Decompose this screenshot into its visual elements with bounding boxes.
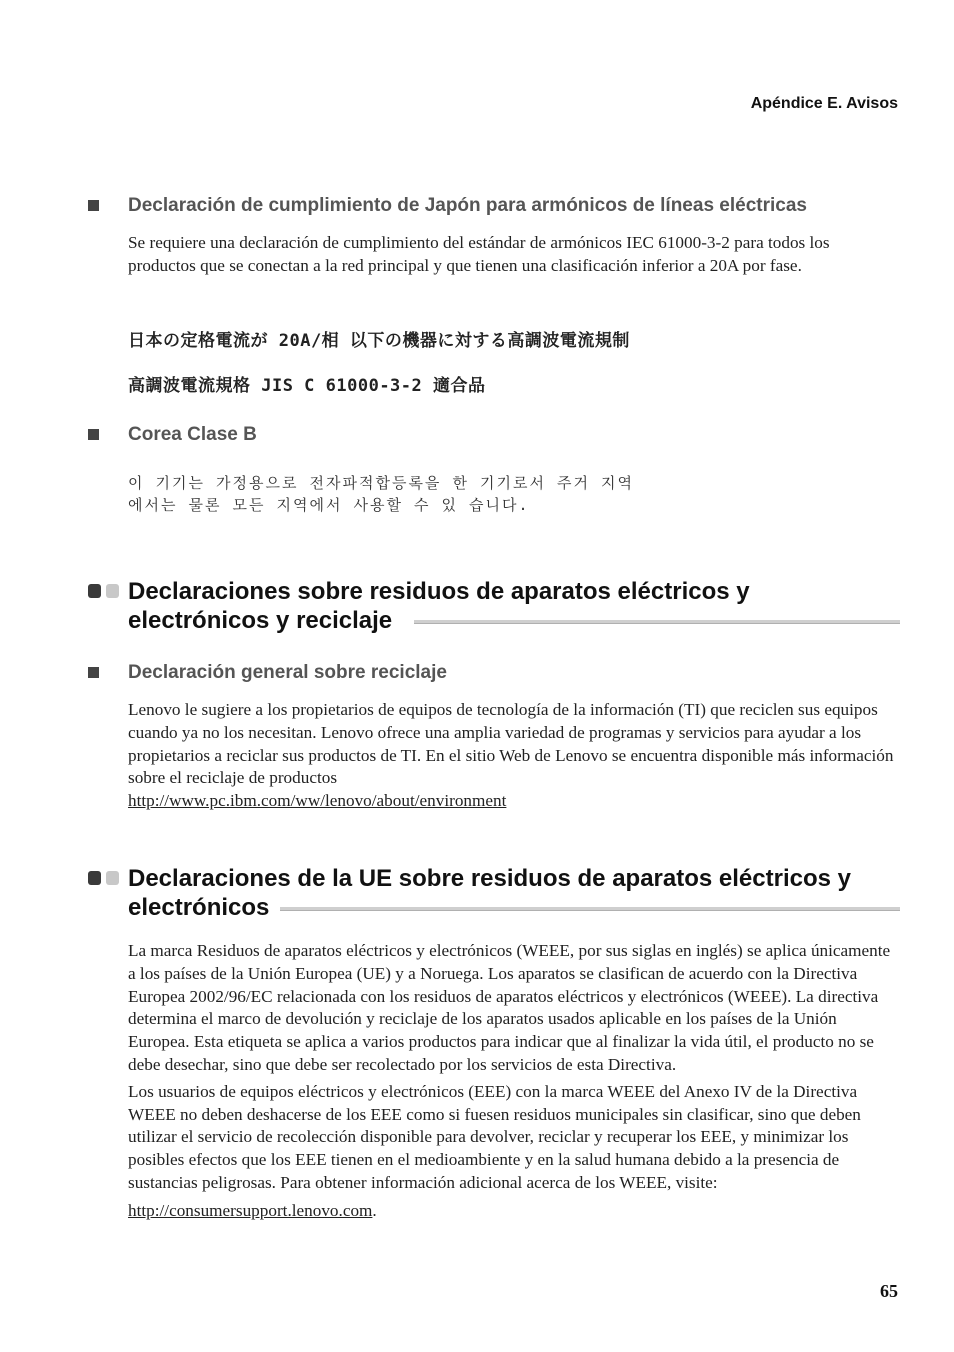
square-bullet-icon [88, 200, 99, 211]
japan-body [128, 232, 898, 278]
japan-statement-line-2: 高調波電流規格 JIS C 61000-3-2 適合品 [128, 376, 486, 396]
korea-statement-line-1: 이 기기는 가정용으로 전자파적합등록을 한 기기로서 주거 지역 [128, 474, 634, 492]
japan-statement-line-1: 日本の定格電流が 20A/相 以下の機器に対する高調波電流規制 [128, 331, 630, 351]
square-bullet-icon [88, 429, 99, 440]
eu-paragraph-1: La marca Residuos de aparatos eléctricos y electrónicos (WEEE, por sus siglas en inglés) se aplica únicamente a los países de la Unión Europea (UE) y a Noruega. Los aparatos se clasifican de acuerdo con la Directiva Europea 2002/96/EC relacionada con los residuos de aparatos eléctricos y electrónicos (WEEE). La directiva determina el marco de devolución y reciclaje de los aparatos usados aplicable en los países de la Unión Europea. Esta etiqueta se aplica a varios productos para indicar que al finalizar la vida útil, el producto no se debe desechar, sino que debe ser recolectado por los servicios de esta Directiva. [128, 941, 891, 1074]
square-bullet-icon [88, 667, 99, 678]
korea-heading-text: Corea Clase B [128, 424, 257, 445]
section-rule [280, 907, 900, 911]
page-number: 65 [880, 1281, 898, 1301]
eu-title-line-1: Declaraciones de la UE sobre residuos de aparatos eléctricos y [128, 865, 851, 892]
running-header: Apéndice E. Avisos [750, 95, 898, 112]
korea-statement-line-2: 에서는 물론 모든 지역에서 사용할 수 있 습니다. [128, 496, 530, 514]
japan-body-text: Se requiere una declaración de cumplimiento del estándar de armónicos IEC 61000-3-2 para todos los productos que se conectan a la red principal y que tienen una clasificación inferior a 20A por fase. [128, 233, 830, 275]
eu-paragraph-2: Los usuarios de equipos eléctricos y electrónicos (EEE) con la marca WEEE del Anexo IV de la Directiva WEEE no deben deshacerse de los EEE como si fuesen residuos municipales sin clasificar, sino que deben utilizar el servicio de recolección disponible para devolver, reciclar y recuperar los EEE, y minimizar los posibles efectos que los EEE tienen en el medioambiente y en la salud humana debido a la presencia de sustancias peligrosas. Para obtener información adicional acerca de los WEEE, visite: [128, 1081, 861, 1192]
consumer-support-link[interactable]: http://consumersupport.lenovo.com [128, 1200, 373, 1220]
recycling-title-line-1: Declaraciones sobre residuos de aparatos eléctricos y [128, 578, 750, 605]
japan-heading-text: Declaración de cumplimiento de Japón para armónicos de líneas eléctricas [128, 195, 807, 216]
eu-title-line-2: electrónicos [128, 894, 270, 921]
recycling-body-text: Lenovo le sugiere a los propietarios de equipos de tecnología de la información (TI) que reciclen sus equipos cuando ya no los necesitan. Lenovo ofrece una amplia variedad de programas y servicios para ayudar a los propietarios a reciclar sus productos de TI. En el sitio Web de Lenovo se encuentra disponible más información sobre el reciclaje de productos [128, 700, 894, 788]
recycling-title-line-2: electrónicos y reciclaje [128, 607, 393, 634]
recycling-body [128, 699, 898, 813]
link-suffix: . [372, 1200, 377, 1220]
ibm-environment-link[interactable]: http://www.pc.ibm.com/ww/lenovo/about/environment [128, 791, 507, 811]
section-rule [414, 620, 900, 624]
recycling-subheading-text: Declaración general sobre reciclaje [128, 662, 447, 683]
eu-body [128, 940, 898, 1223]
